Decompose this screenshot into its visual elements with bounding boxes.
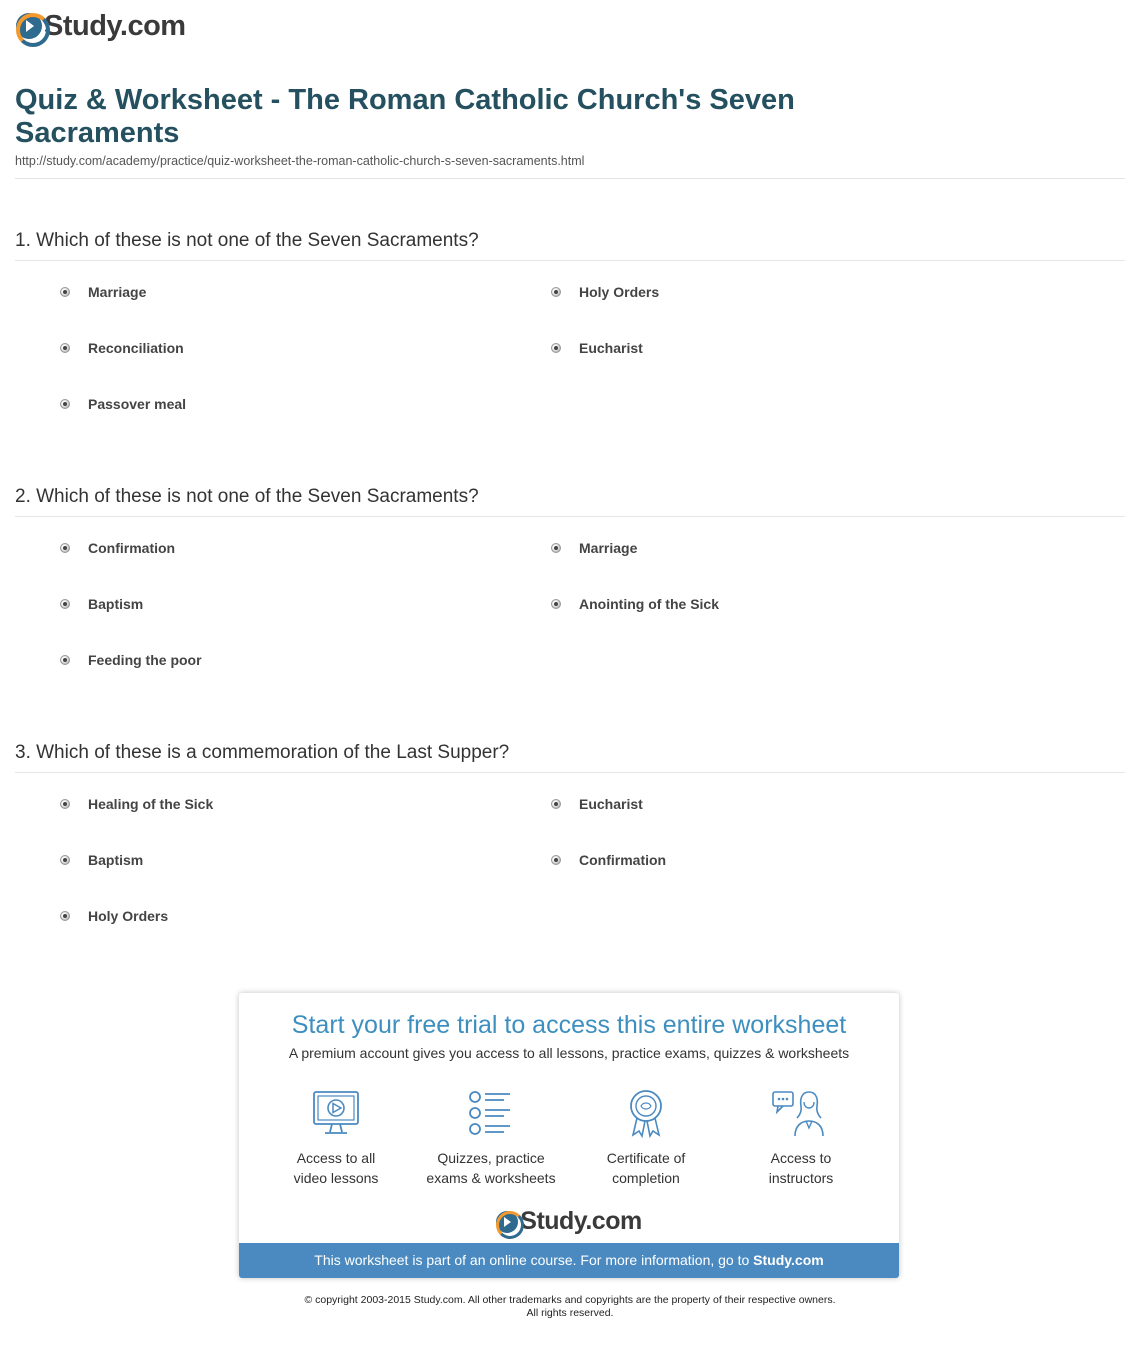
certificate-ribbon-icon [621,1088,671,1138]
option-label: Anointing of the Sick [579,596,719,612]
radio-button-icon[interactable] [60,799,70,809]
page-url: http://study.com/academy/practice/quiz-worksheet-the-roman-catholic-church-s-seven-sacraments.html [15,154,585,168]
page-title: Quiz & Worksheet - The Roman Catholic Church's Seven Sacraments [15,84,795,149]
radio-button-icon[interactable] [60,287,70,297]
logo-text: Study.com [520,1207,642,1235]
question-divider [15,516,1125,517]
option-label: Holy Orders [88,908,169,924]
option-label: Passover meal [88,396,187,412]
question-2 [15,484,1125,517]
radio-button-icon[interactable] [551,343,561,353]
feature-label-line: Access to all [296,1150,376,1166]
option-label: Eucharist [579,796,643,812]
answer-option[interactable] [551,284,659,300]
option-label: Baptism [88,852,144,868]
video-monitor-icon [311,1088,361,1138]
answer-option[interactable] [60,540,175,556]
option-label: Eucharist [579,340,643,356]
answer-option[interactable] [551,852,666,868]
radio-button-icon[interactable] [60,599,70,609]
radio-button-icon[interactable] [60,543,70,553]
option-label: Marriage [579,540,638,556]
answer-option[interactable] [60,396,186,412]
radio-button-icon[interactable] [60,343,70,353]
answer-option[interactable] [551,540,637,556]
feature-instructors [726,1088,876,1188]
feature-quizzes [416,1088,566,1188]
radio-button-icon[interactable] [551,855,561,865]
promo-logo[interactable] [239,1207,899,1236]
answer-option[interactable] [60,284,146,300]
answer-option[interactable] [551,340,643,356]
answer-option[interactable] [60,908,168,924]
feature-video-lessons [261,1088,411,1188]
radio-button-icon[interactable] [60,399,70,409]
promo-subheading: A premium account gives you access to all lessons, practice exams, quizzes & worksheets [288,1045,850,1061]
rights-text: All rights reserved. [526,1307,614,1319]
feature-label-line: Quizzes, practice [437,1150,545,1166]
option-label: Confirmation [88,540,176,556]
feature-certificate [571,1088,721,1188]
option-label: Healing of the Sick [88,796,214,812]
radio-button-icon[interactable] [551,543,561,553]
radio-button-icon[interactable] [551,287,561,297]
answer-option[interactable] [551,796,643,812]
radio-button-icon[interactable] [60,655,70,665]
header-divider [15,178,1125,179]
bar-text: This worksheet is part of an online course. For more information, go to [314,1252,754,1268]
question-3 [15,740,1125,773]
question-text: 1. Which of these is not one of the Seven Sacraments? [15,230,479,251]
study-link[interactable]: Study.com [753,1252,824,1268]
play-logo-icon [16,13,42,39]
feature-label-line: exams & worksheets [426,1170,556,1186]
option-label: Confirmation [579,852,667,868]
feature-label-line: instructors [768,1170,834,1186]
option-label: Marriage [88,284,147,300]
answer-option[interactable] [60,340,184,356]
play-logo-icon [496,1211,518,1233]
answer-option[interactable] [60,652,202,668]
option-label: Reconciliation [88,340,184,356]
answer-option[interactable] [60,852,143,868]
footer [0,1294,1140,1320]
feature-label-line: Access to [770,1150,832,1166]
radio-button-icon[interactable] [60,911,70,921]
answer-option[interactable] [60,596,143,612]
answer-option[interactable] [60,796,213,812]
question-divider [15,772,1125,773]
question-1 [15,228,1125,261]
logo-text: Study.com [44,9,186,42]
list-icon [466,1088,516,1138]
radio-button-icon[interactable] [551,799,561,809]
option-label: Feeding the poor [88,652,202,668]
study-logo[interactable] [16,10,186,42]
question-divider [15,260,1125,261]
option-label: Baptism [88,596,144,612]
instructor-icon [771,1088,831,1138]
feature-label-line: Certificate of [606,1150,686,1166]
promo-heading[interactable]: Start your free trial to access this entire worksheet [291,1011,847,1039]
copyright-text: © copyright 2003-2015 Study.com. All other trademarks and copyrights are the property of their respective owners. [304,1294,836,1306]
radio-button-icon[interactable] [551,599,561,609]
question-text: 3. Which of these is a commemoration of the Last Supper? [15,742,510,763]
course-info-bar [239,1243,899,1278]
answer-option[interactable] [551,596,719,612]
feature-label-line: completion [612,1170,680,1186]
radio-button-icon[interactable] [60,855,70,865]
option-label: Holy Orders [579,284,660,300]
free-trial-promo[interactable] [239,993,899,1278]
question-text: 2. Which of these is not one of the Seven Sacraments? [15,486,479,507]
feature-label-line: video lessons [293,1170,379,1186]
